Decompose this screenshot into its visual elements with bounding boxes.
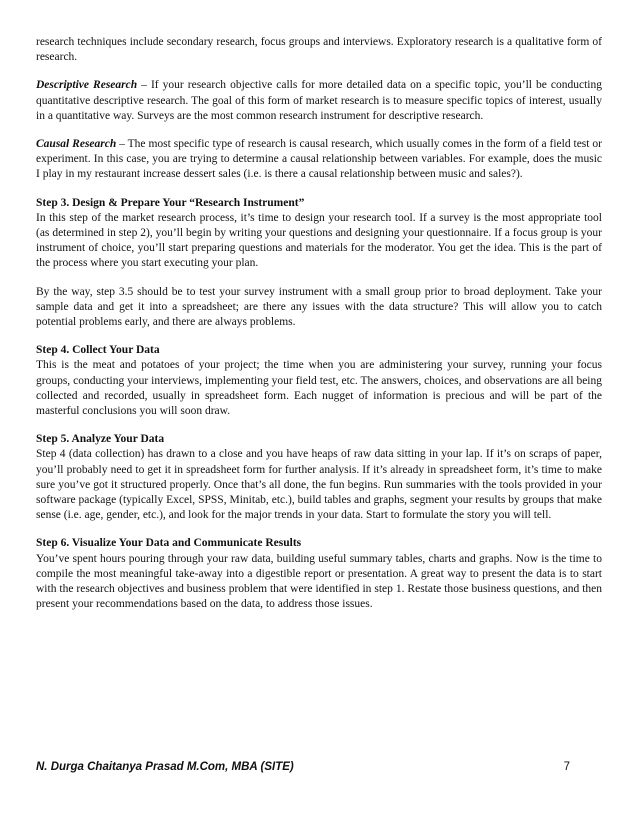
section-step-6 <box>36 536 602 612</box>
page-number: 7 <box>563 761 570 773</box>
paragraph-text: – If your research objective calls for more detailed data on a specific topic, you’ll be conducting quantitative descriptive research. The goal of this form of market research is to measure specific topics of interest, usually in a quantitative way. Surveys are the most common research instrument for descriptive research. <box>36 79 602 122</box>
section-step-4 <box>36 343 602 419</box>
paragraph-text: This is the meat and potatoes of your project; the time when you are administering your survey, running your focus groups, conducting your interviews, implementing your field test, etc. The answers, choices, and observations are all being collected and recorded, usually in spreadsheet form. Each nugget of information is precious and will be part of the masterful conclusions you will soon draw. <box>36 359 602 418</box>
section-heading: Step 4. Collect Your Data <box>36 344 160 357</box>
paragraph-text: Step 4 (data collection) has drawn to a close and you have heaps of raw data sitting in your lap. If it’s on scraps of paper, you’ll probably need to get it in spreadsheet form for further analysis. If it’s already in spreadsheet form, it’s time to make sure you’ve got it structured properly. Once that’s all done, the fun begins. Run summaries with the tools provided in your software package (typically Excel, SPSS, Minitab, etc.), build tables and graphs, segment your results by groups that make sense (i.e. age, gender, etc.), and look for the major trends in your data. Start to formulate the story you will tell. <box>36 448 602 522</box>
paragraph-intro <box>36 35 602 65</box>
section-heading: Step 6. Visualize Your Data and Communicate Results <box>36 537 302 550</box>
section-heading: Step 3. Design & Prepare Your “Research Instrument” <box>36 196 305 209</box>
term-causal-research: Causal Research <box>36 138 117 151</box>
paragraph-causal-research <box>36 137 602 183</box>
paragraph-text: – The most specific type of research is causal research, which usually comes in the form of a field test or experiment. In this case, you are trying to determine a causal relationship between variables. For example, does the music I play in my restaurant increase dessert sales (i.e. is there a causal relationship between music and sales?). <box>36 138 602 181</box>
section-step-5 <box>36 432 602 523</box>
paragraph-text: You’ve spent hours pouring through your raw data, building useful summary tables, charts and graphs. Now is the time to compile the most meaningful take-away into a digestible report or presentation. A great way to present the data is to start with the research objectives and business problem that were identified in step 1. Restate those business questions, and then present your recommendations based on the data, to address those issues. <box>36 552 602 611</box>
footer-author: N. Durga Chaitanya Prasad M.Com, MBA (SITE) <box>36 761 294 773</box>
paragraph-text: In this step of the market research process, it’s time to design your research tool. If a survey is the most appropriate tool (as determined in step 2), you’ll begin by writing your questions and designing your questionnaire. If a focus group is your instrument of choice, you’ll start preparing questions and materials for the moderator. You get the idea. This is the part of the process where you start executing your plan. <box>36 211 602 270</box>
paragraph-text: By the way, step 3.5 should be to test your survey instrument with a small group prior to broad deployment. Take your sample data and get it into a spreadsheet; are there any issues with the data structure? This will allow you to catch potential problems early, and there are always problems. <box>36 285 602 329</box>
paragraph-step-3-5 <box>36 285 602 331</box>
section-step-3 <box>36 196 602 272</box>
term-descriptive-research: Descriptive Research <box>36 79 138 92</box>
paragraph-descriptive-research <box>36 78 602 124</box>
section-heading: Step 5. Analyze Your Data <box>36 433 165 446</box>
document-body <box>36 35 602 626</box>
paragraph-text: research techniques include secondary research, focus groups and interviews. Exploratory research is a qualitative form of research. <box>36 36 602 64</box>
